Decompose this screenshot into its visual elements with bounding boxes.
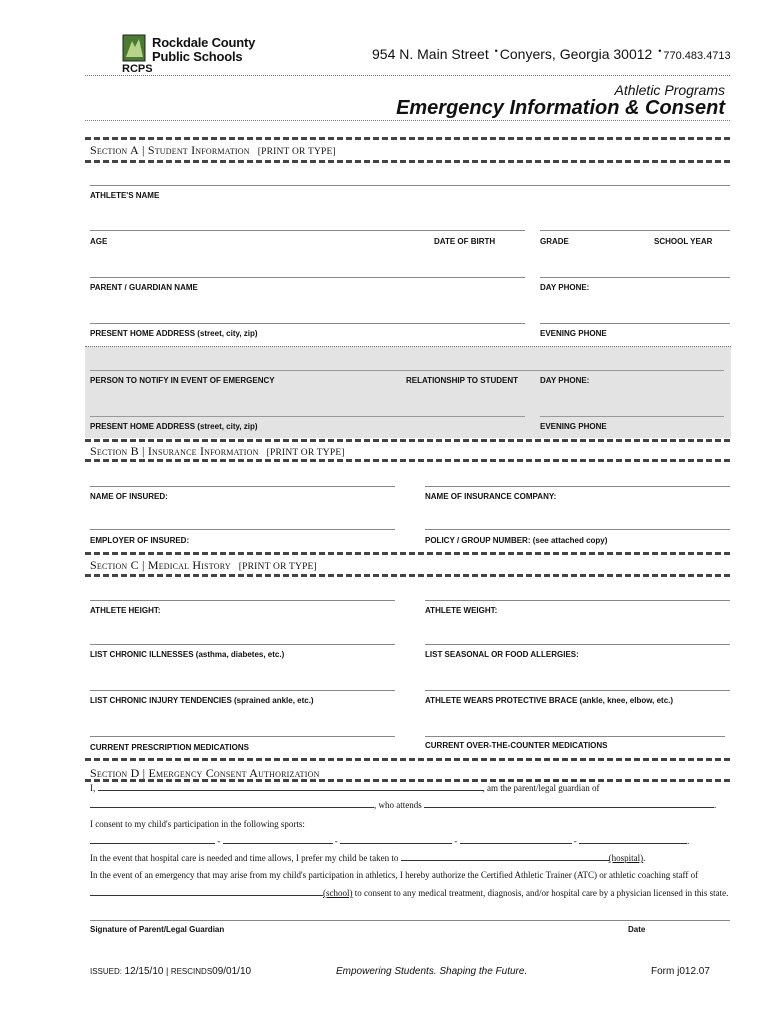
section-d-heading: Section D | Emergency Consent Authorization [90, 766, 320, 780]
section-divider [85, 439, 730, 442]
brace-line[interactable] [425, 690, 730, 691]
illnesses-line[interactable] [90, 644, 395, 645]
rx-label: CURRENT PRESCRIPTION MEDICATIONS [90, 743, 249, 752]
sports-text: I consent to my child's participation in the following sports: [90, 819, 305, 829]
section-divider [85, 779, 730, 782]
age-label: AGE [90, 237, 108, 246]
form-number: Form j012.07 [651, 966, 710, 977]
section-a-heading: Section A | Student Information [PRINT OR TYPE] [90, 143, 336, 157]
slogan: Empowering Students. Shaping the Future. [336, 966, 528, 977]
injury-line[interactable] [90, 690, 395, 691]
rcps-emblem-icon [122, 33, 150, 63]
section-divider [85, 459, 730, 462]
panel-border [85, 346, 731, 347]
consent-line-1: I, , am the parent/legal guardian of [90, 783, 600, 793]
address-2-label: PRESENT HOME ADDRESS (street, city, zip) [90, 422, 258, 431]
athlete-name-line[interactable] [90, 185, 730, 186]
otc-line[interactable] [425, 736, 725, 737]
issued-info: ISSUED: 12/15/10 | RESCINDS09/01/10 [90, 966, 252, 977]
signature-label: Signature of Parent/Legal Guardian [90, 925, 225, 934]
day-phone-2-label: DAY PHONE: [540, 376, 590, 385]
illnesses-label: LIST CHRONIC ILLNESSES (asthma, diabetes, etc.) [90, 650, 285, 659]
school-year-label: SCHOOL YEAR [654, 237, 713, 246]
notify-label: PERSON TO NOTIFY IN EVENT OF EMERGENCY [90, 376, 275, 385]
insured-line[interactable] [90, 486, 395, 487]
hospital-text: In the event that hospital care is needed and time allows, I prefer my child be taken to (hospital). [90, 853, 646, 863]
company-line[interactable] [425, 486, 730, 487]
relationship-label: RELATIONSHIP TO STUDENT [406, 376, 519, 385]
company-label: NAME OF INSURANCE COMPANY: [425, 492, 557, 501]
injury-label: LIST CHRONIC INJURY TENDENCIES (sprained ankle, etc.) [90, 696, 314, 705]
bullet-icon: • [494, 46, 498, 56]
rcps-logo [122, 33, 262, 77]
notify-line[interactable] [90, 370, 724, 371]
section-divider [85, 137, 730, 140]
section-divider [85, 160, 730, 163]
address-2-line[interactable] [90, 416, 525, 417]
logo-line-2: Public Schools [152, 49, 243, 64]
signature-line[interactable] [90, 920, 730, 921]
section-divider [85, 552, 730, 555]
policy-label: POLICY / GROUP NUMBER: (see attached copy) [425, 536, 608, 545]
employer-label: EMPLOYER OF INSURED: [90, 536, 190, 545]
page-title: Emergency Information & Consent [396, 97, 725, 119]
insured-label: NAME OF INSURED: [90, 492, 168, 501]
section-b-heading: Section B | Insurance Information [PRINT OR TYPE] [90, 444, 345, 458]
evening-phone-2-line[interactable] [540, 416, 724, 417]
street: 954 N. Main Street [372, 46, 489, 62]
height-line[interactable] [90, 600, 395, 601]
bullet-icon: • [658, 46, 662, 56]
day-phone-line[interactable] [540, 277, 730, 278]
date-label: Date [628, 925, 646, 934]
age-dob-line[interactable] [90, 230, 525, 231]
grade-label: GRADE [540, 237, 569, 246]
weight-line[interactable] [425, 600, 730, 601]
employer-line[interactable] [90, 529, 395, 530]
weight-label: ATHLETE WEIGHT: [425, 606, 498, 615]
school-address [372, 46, 731, 62]
address-label: PRESENT HOME ADDRESS (street, city, zip) [90, 329, 258, 338]
emergency-text: In the event of an emergency that may arise from my child's participation in athletics, I hereby authorize the Certified Athletic Trainer (ATC) or athletic coaching staff of [90, 870, 699, 880]
allergies-line[interactable] [425, 644, 730, 645]
grade-year-line[interactable] [540, 230, 730, 231]
otc-label: CURRENT OVER-THE-COUNTER MEDICATIONS [425, 741, 608, 750]
evening-phone-line[interactable] [540, 323, 730, 324]
logo-line-1: Rockdale County [152, 35, 256, 50]
height-label: ATHLETE HEIGHT: [90, 606, 161, 615]
sports-lines[interactable]: - - - - . [90, 836, 689, 846]
section-divider [85, 574, 730, 577]
allergies-label: LIST SEASONAL OR FOOD ALLERGIES: [425, 650, 579, 659]
city: Conyers, Georgia 30012 [499, 46, 653, 62]
address-line[interactable] [90, 323, 525, 324]
evening-phone-2-label: EVENING PHONE [540, 422, 607, 431]
parent-line[interactable] [90, 277, 525, 278]
evening-phone-label: EVENING PHONE [540, 329, 607, 338]
school-consent-text: (school) to consent to any medical treatment, diagnosis, and/or hospital care by a physician licensed in this state. [90, 888, 728, 898]
parent-label: PARENT / GUARDIAN NAME [90, 283, 198, 292]
phone: 770.483.4713 [663, 50, 731, 62]
section-c-heading: Section C | Medical History [PRINT OR TYPE] [90, 558, 317, 572]
dob-label: DATE OF BIRTH [434, 237, 496, 246]
day-phone-label: DAY PHONE: [540, 283, 590, 292]
brace-label: ATHLETE WEARS PROTECTIVE BRACE (ankle, knee, elbow, etc.) [425, 696, 674, 705]
logo-abbr: RCPS [122, 63, 153, 75]
title-divider [85, 120, 730, 121]
rx-line[interactable] [90, 736, 395, 737]
header-divider [85, 75, 730, 76]
policy-line[interactable] [425, 529, 730, 530]
subtitle: Athletic Programs [614, 82, 725, 98]
section-divider [85, 758, 730, 761]
consent-line-2: , who attends . [90, 800, 716, 810]
athlete-name-label: ATHLETE'S NAME [90, 191, 160, 200]
